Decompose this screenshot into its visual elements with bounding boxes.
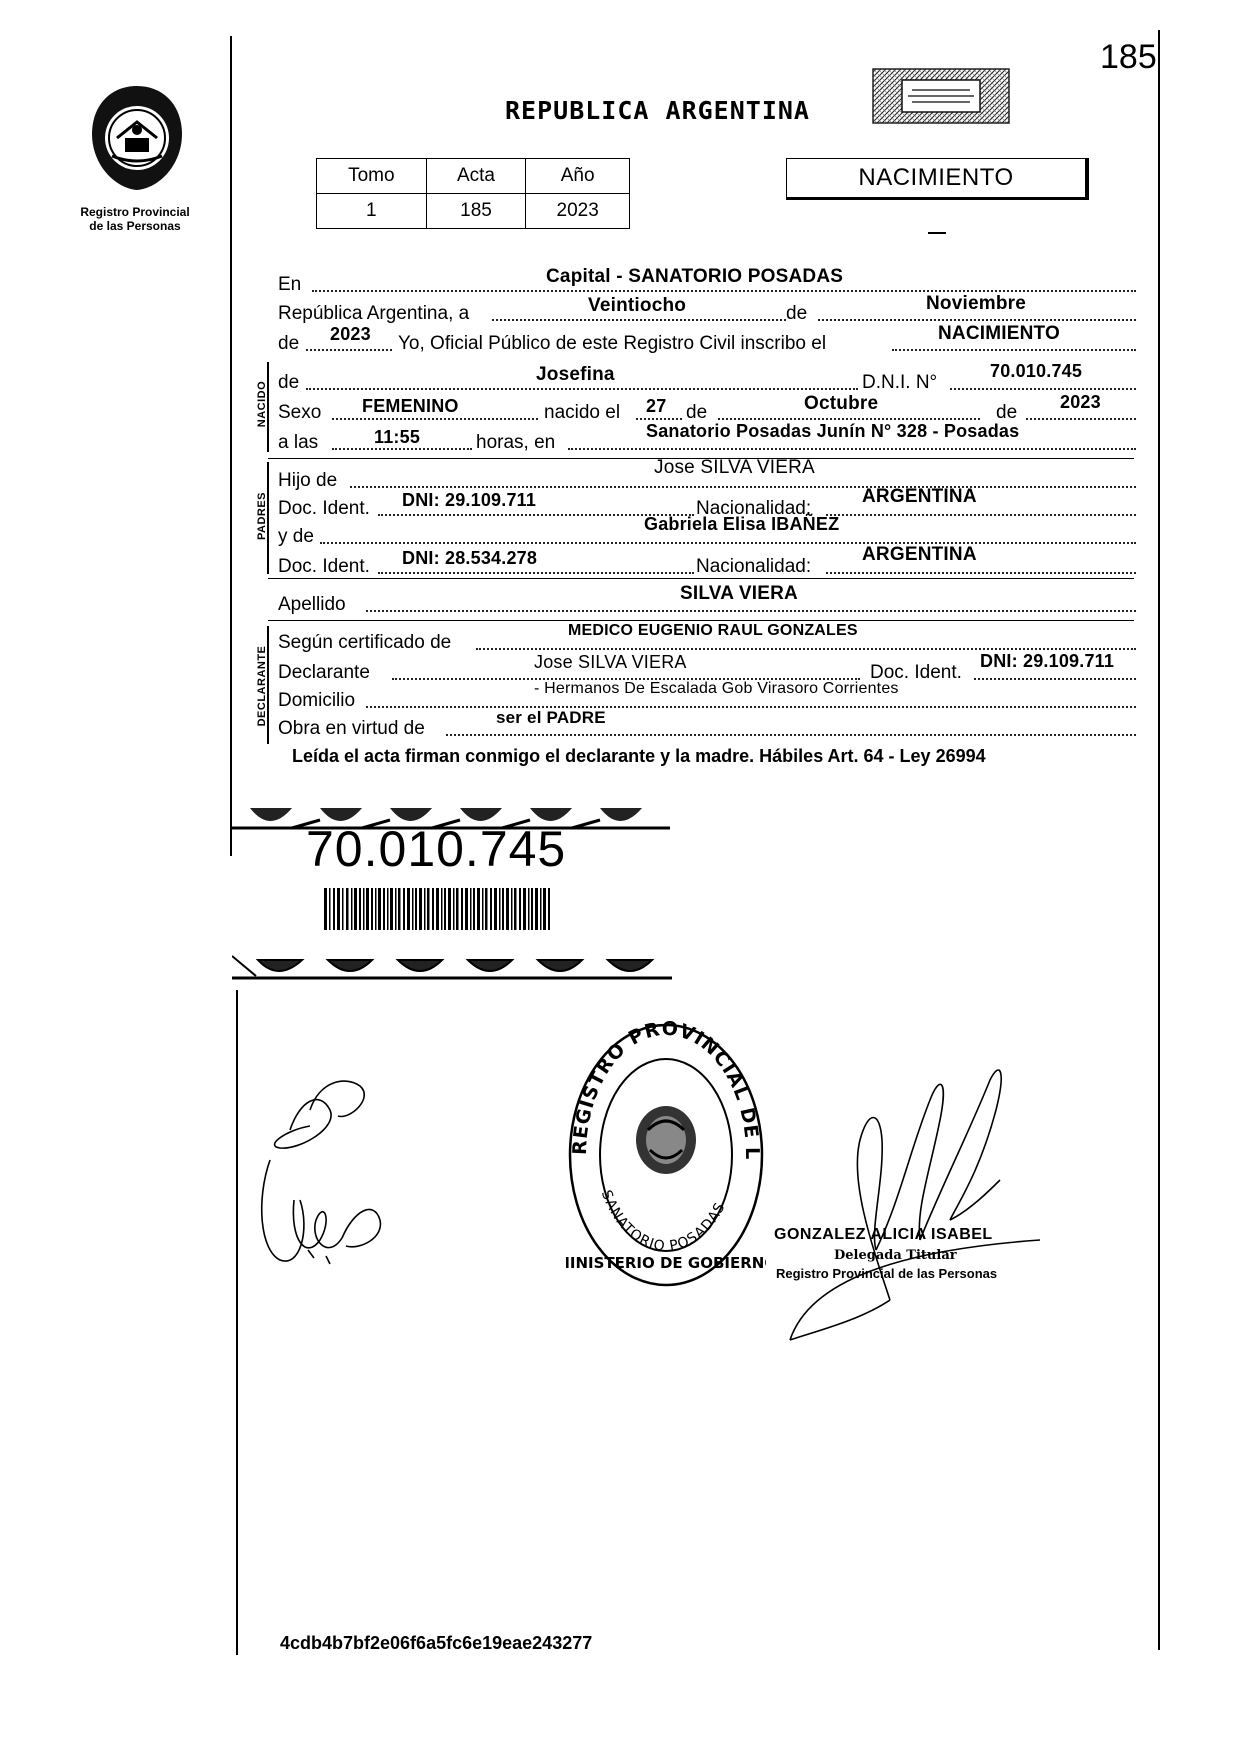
record-type-box <box>786 158 1089 200</box>
republica-label: República Argentina, a <box>278 303 470 324</box>
father-doc-value: DNI: 29.109.711 <box>402 490 537 510</box>
nacido-de-label: de <box>278 372 300 393</box>
table-header-acta: Acta <box>426 159 526 194</box>
mother-doc-value: DNI: 28.534.278 <box>402 548 538 568</box>
time-value: 11:55 <box>374 427 421 447</box>
dni-label: D.N.I. N° <box>862 372 938 393</box>
registry-name: Registro Provincial de las Personas <box>80 205 190 233</box>
official-signature <box>780 1040 1070 1360</box>
obra-value: ser el PADRE <box>496 708 606 727</box>
domicilio-label: Domicilio <box>278 690 356 711</box>
official-name: GONZALEZ ALICIA ISABEL <box>774 1226 993 1243</box>
decorative-band-bottom <box>232 950 672 984</box>
official-org: Registro Provincial de las Personas <box>776 1266 998 1281</box>
svg-text:SANATORIO POSADAS <box>598 1188 729 1255</box>
security-stamp-emblem <box>872 68 1010 124</box>
sexo-label: Sexo <box>278 402 322 423</box>
sexo-value: FEMENINO <box>362 396 459 416</box>
declarant-doc-value: DNI: 29.109.711 <box>980 651 1115 671</box>
dotted-line <box>492 319 786 321</box>
birth-place-value: Sanatorio Posadas Junín N° 328 - Posadas <box>646 421 1020 441</box>
dotted-line <box>312 290 1136 292</box>
hijo-de-label: Hijo de <box>278 470 338 491</box>
seal-inner-text: SANATORIO POSADAS <box>597 1188 729 1255</box>
dotted-line <box>446 734 1136 736</box>
right-border <box>1158 30 1160 1650</box>
de-label: de <box>686 402 708 423</box>
birth-day-value: 27 <box>646 396 667 416</box>
doc-ident-label: Doc. Ident. <box>870 662 962 683</box>
doc-ident-label: Doc. Ident. <box>278 556 370 577</box>
section-label-declarante: DECLARANTE <box>256 645 268 727</box>
dotted-line <box>826 572 1136 574</box>
nacionalidad-label: Nacionalidad: <box>696 498 812 519</box>
record-table <box>316 158 630 229</box>
dotted-line <box>636 418 682 420</box>
section-label-nacido: NACIDO <box>256 380 268 428</box>
dotted-line <box>350 486 1136 488</box>
segun-certificado-label: Según certificado de <box>278 632 452 653</box>
page-number: 185 <box>1100 38 1157 76</box>
registry-crest-logo <box>82 82 192 194</box>
record-type-label: NACIMIENTO <box>858 164 1014 191</box>
seal-emblem <box>636 1106 696 1174</box>
closing-note: Leída el acta firman conmigo el declarante y la madre. Hábiles Art. 64 - Ley 26994 <box>292 746 986 766</box>
birth-year-value: 2023 <box>1060 392 1101 412</box>
table-cell-tomo: 1 <box>317 194 427 229</box>
day-words-value: Veintiocho <box>588 295 687 316</box>
nacido-el-label: nacido el <box>544 402 621 423</box>
declarant-signature <box>250 1070 390 1270</box>
mark-dash <box>928 232 946 234</box>
place-value: Capital - SANATORIO POSADAS <box>546 266 844 287</box>
father-name-value: Jose SILVA VIERA <box>654 457 815 478</box>
de-label: de <box>786 303 808 324</box>
section-divider <box>268 578 1134 579</box>
page-title: REPUBLICA ARGENTINA <box>505 96 810 125</box>
table-cell-anio: 2023 <box>526 194 630 229</box>
certificate-value: MEDICO EUGENIO RAUL GONZALES <box>568 622 858 639</box>
dotted-line <box>950 388 1136 390</box>
dotted-line <box>332 418 538 420</box>
dotted-line <box>306 388 858 390</box>
left-border <box>230 36 232 856</box>
table-header-tomo: Tomo <box>317 159 427 194</box>
dotted-line <box>826 514 1136 516</box>
apellido-label: Apellido <box>278 594 346 615</box>
child-name-value: Josefina <box>536 364 615 385</box>
dotted-line <box>974 678 1136 680</box>
barcode <box>324 888 550 930</box>
dotted-line <box>718 418 980 420</box>
child-dni-value: 70.010.745 <box>990 361 1083 381</box>
dotted-line <box>332 448 472 450</box>
dni-large: 70.010.745 <box>306 821 567 877</box>
dotted-line <box>818 319 1136 321</box>
table-header-anio: Año <box>526 159 630 194</box>
official-text: Yo, Oficial Público de este Registro Civil inscribo el <box>398 333 827 354</box>
mother-nat-value: ARGENTINA <box>862 544 977 565</box>
month-value: Noviembre <box>926 293 1027 314</box>
year-value: 2023 <box>330 324 371 344</box>
record-table-row <box>317 194 630 229</box>
section-label-padres: PADRES <box>256 491 268 541</box>
act-type-value: NACIMIENTO <box>938 323 1060 344</box>
dotted-line <box>366 706 1136 708</box>
obra-label: Obra en virtud de <box>278 718 425 739</box>
record-table-header <box>317 159 630 194</box>
dotted-line <box>306 349 392 351</box>
father-nat-value: ARGENTINA <box>862 486 977 507</box>
dotted-line <box>1026 418 1136 420</box>
domicilio-value: - Hermanos De Escalada Gob Virasoro Corrientes <box>534 680 899 697</box>
a-las-label: a las <box>278 432 319 453</box>
table-cell-acta: 185 <box>426 194 526 229</box>
seal-bottom-text: MINISTERIO DE GOBIERNO <box>566 1254 766 1272</box>
de-label: de <box>996 402 1018 423</box>
section-divider <box>268 620 1134 621</box>
document-hash: 4cdb4b7bf2e06f6a5fc6e19eae243277 <box>280 1633 593 1653</box>
dotted-line <box>476 648 1136 650</box>
doc-ident-label: Doc. Ident. <box>278 498 370 519</box>
declarant-name-value: Jose SILVA VIERA <box>534 652 687 672</box>
seal-ring-text: REGISTRO PROVINCIAL DE L <box>568 1020 764 1161</box>
apellido-value: SILVA VIERA <box>680 583 798 604</box>
dotted-line <box>892 349 1136 351</box>
horas-label: horas, en <box>476 432 556 453</box>
dotted-line <box>378 572 694 574</box>
nacionalidad-label: Nacionalidad: <box>696 556 812 577</box>
official-title: Delegada Titular <box>834 1248 957 1263</box>
dotted-line <box>366 610 1136 612</box>
mother-name-value: Gabriela Elisa IBAÑEZ <box>644 514 840 534</box>
official-seal <box>566 1020 766 1290</box>
birth-month-value: Octubre <box>804 393 879 414</box>
y-de-label: y de <box>278 526 314 547</box>
dotted-line <box>568 448 1136 450</box>
en-label: En <box>278 274 302 295</box>
dotted-line <box>320 542 1136 544</box>
declarante-label: Declarante <box>278 662 370 683</box>
year-prefix-label: de <box>278 333 300 354</box>
left-border-lower <box>236 990 238 1655</box>
